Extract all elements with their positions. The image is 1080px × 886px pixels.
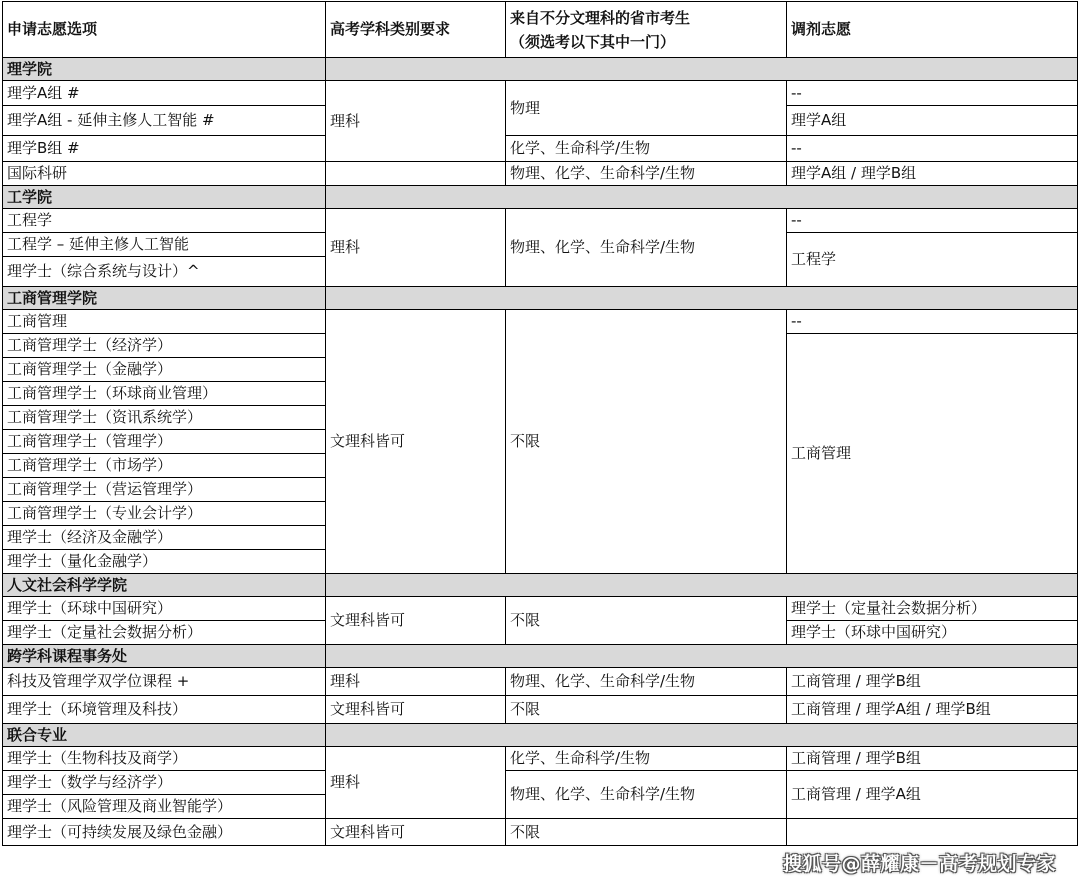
section-filler <box>326 574 1078 597</box>
section-title: 理学院 <box>3 58 326 81</box>
program-name: 工商管理学士（管理学） <box>3 430 326 454</box>
section-title: 跨学科课程事务处 <box>3 645 326 668</box>
header-elective-line2: （须选考以下其中一门） <box>510 32 676 51</box>
section-title: 工商管理学院 <box>3 287 326 310</box>
table-row <box>3 747 1078 771</box>
elective-subjects: 不限 <box>506 597 787 645</box>
program-name: 工程学 <box>3 209 326 233</box>
subject-requirement <box>326 162 506 186</box>
section-row-science <box>3 58 1078 81</box>
table-row <box>3 668 1078 696</box>
transfer-option: 理学A组 / 理学B组 <box>787 162 1078 186</box>
program-name: 国际科研 <box>3 162 326 186</box>
program-name: 工商管理学士（资讯系统学） <box>3 406 326 430</box>
transfer-option: 工商管理 <box>787 334 1078 574</box>
section-title: 人文社会科学学院 <box>3 574 326 597</box>
section-row-business <box>3 287 1078 310</box>
header-elective-line1: 来自不分文理科的省市考生 <box>510 8 691 27</box>
elective-subjects: 不限 <box>506 310 787 574</box>
subject-requirement: 文理科皆可 <box>326 597 506 645</box>
section-title: 联合专业 <box>3 724 326 747</box>
program-name: 理学士（数学与经济学） <box>3 771 326 795</box>
elective-subjects: 物理、化学、生命科学/生物 <box>506 209 787 287</box>
subject-requirement: 理科 <box>326 209 506 287</box>
table-row <box>3 310 1078 334</box>
section-row-joint <box>3 724 1078 747</box>
transfer-option: -- <box>787 209 1078 233</box>
program-name: 工商管理学士（环球商业管理） <box>3 382 326 406</box>
program-name: 科技及管理学双学位课程 + <box>3 668 326 696</box>
table-row <box>3 136 1078 162</box>
table-row <box>3 81 1078 106</box>
program-name: 工商管理 <box>3 310 326 334</box>
watermark: 搜狐号@薛耀康－高考规划专家 <box>782 853 1056 875</box>
elective-subjects: 物理、化学、生命科学/生物 <box>506 668 787 696</box>
program-name: 理学士（环球中国研究） <box>3 597 326 621</box>
table-row <box>3 819 1078 846</box>
program-name: 工程学 – 延伸主修人工智能 <box>3 233 326 257</box>
program-name: 理学士（综合系统与设计）^ <box>3 257 326 287</box>
elective-subjects: 不限 <box>506 819 787 846</box>
elective-subjects: 物理、化学、生命科学/生物 <box>506 771 787 819</box>
table-row <box>3 597 1078 621</box>
table-row <box>3 696 1078 724</box>
program-name: 工商管理学士（专业会计学） <box>3 502 326 526</box>
transfer-option: 理学士（环球中国研究） <box>787 621 1078 645</box>
transfer-option: 工程学 <box>787 233 1078 287</box>
program-name: 理学士（环境管理及科技） <box>3 696 326 724</box>
subject-requirement: 文理科皆可 <box>326 310 506 574</box>
elective-subjects: 物理 <box>506 81 787 136</box>
transfer-option: 工商管理 / 理学A组 <box>787 771 1078 819</box>
section-row-engineering <box>3 186 1078 209</box>
section-filler <box>326 58 1078 81</box>
header-row <box>3 2 1078 58</box>
admission-table <box>2 1 1078 846</box>
section-filler <box>326 724 1078 747</box>
transfer-option: 理学士（定量社会数据分析） <box>787 597 1078 621</box>
subject-requirement: 理科 <box>326 81 506 162</box>
program-name: 理学士（经济及金融学） <box>3 526 326 550</box>
transfer-option: 工商管理 / 理学B组 <box>787 747 1078 771</box>
section-title: 工学院 <box>3 186 326 209</box>
program-name: 理学B组 # <box>3 136 326 162</box>
table-row <box>3 771 1078 795</box>
section-row-humanities <box>3 574 1078 597</box>
program-name: 理学A组 - 延伸主修人工智能 # <box>3 106 326 136</box>
transfer-option: -- <box>787 81 1078 106</box>
program-name: 工商管理学士（经济学） <box>3 334 326 358</box>
transfer-option: 工商管理 / 理学B组 <box>787 668 1078 696</box>
header-transfer: 调剂志愿 <box>787 2 1078 58</box>
header-subject-requirement: 高考学科类别要求 <box>326 2 506 58</box>
subject-requirement: 文理科皆可 <box>326 819 506 846</box>
section-row-interdisciplinary <box>3 645 1078 668</box>
transfer-option: -- <box>787 310 1078 334</box>
subject-requirement: 理科 <box>326 747 506 819</box>
table-row <box>3 209 1078 233</box>
elective-subjects: 化学、生命科学/生物 <box>506 747 787 771</box>
header-option: 申请志愿选项 <box>3 2 326 58</box>
program-name: 理学士（风险管理及商业智能学） <box>3 795 326 819</box>
transfer-option <box>787 819 1078 846</box>
elective-subjects: 不限 <box>506 696 787 724</box>
section-filler <box>326 645 1078 668</box>
transfer-option: 工商管理 / 理学A组 / 理学B组 <box>787 696 1078 724</box>
program-name: 理学A组 # <box>3 81 326 106</box>
program-name: 工商管理学士（营运管理学） <box>3 478 326 502</box>
header-elective <box>506 2 787 58</box>
transfer-option: -- <box>787 136 1078 162</box>
table-row <box>3 162 1078 186</box>
subject-requirement: 文理科皆可 <box>326 696 506 724</box>
elective-subjects: 化学、生命科学/生物 <box>506 136 787 162</box>
section-filler <box>326 186 1078 209</box>
program-name: 理学士（可持续发展及绿色金融） <box>3 819 326 846</box>
program-name: 理学士（定量社会数据分析） <box>3 621 326 645</box>
elective-subjects: 物理、化学、生命科学/生物 <box>506 162 787 186</box>
program-name: 工商管理学士（金融学） <box>3 358 326 382</box>
section-filler <box>326 287 1078 310</box>
transfer-option: 理学A组 <box>787 106 1078 136</box>
program-name: 工商管理学士（市场学） <box>3 454 326 478</box>
program-name: 理学士（量化金融学） <box>3 550 326 574</box>
subject-requirement: 理科 <box>326 668 506 696</box>
program-name: 理学士（生物科技及商学） <box>3 747 326 771</box>
